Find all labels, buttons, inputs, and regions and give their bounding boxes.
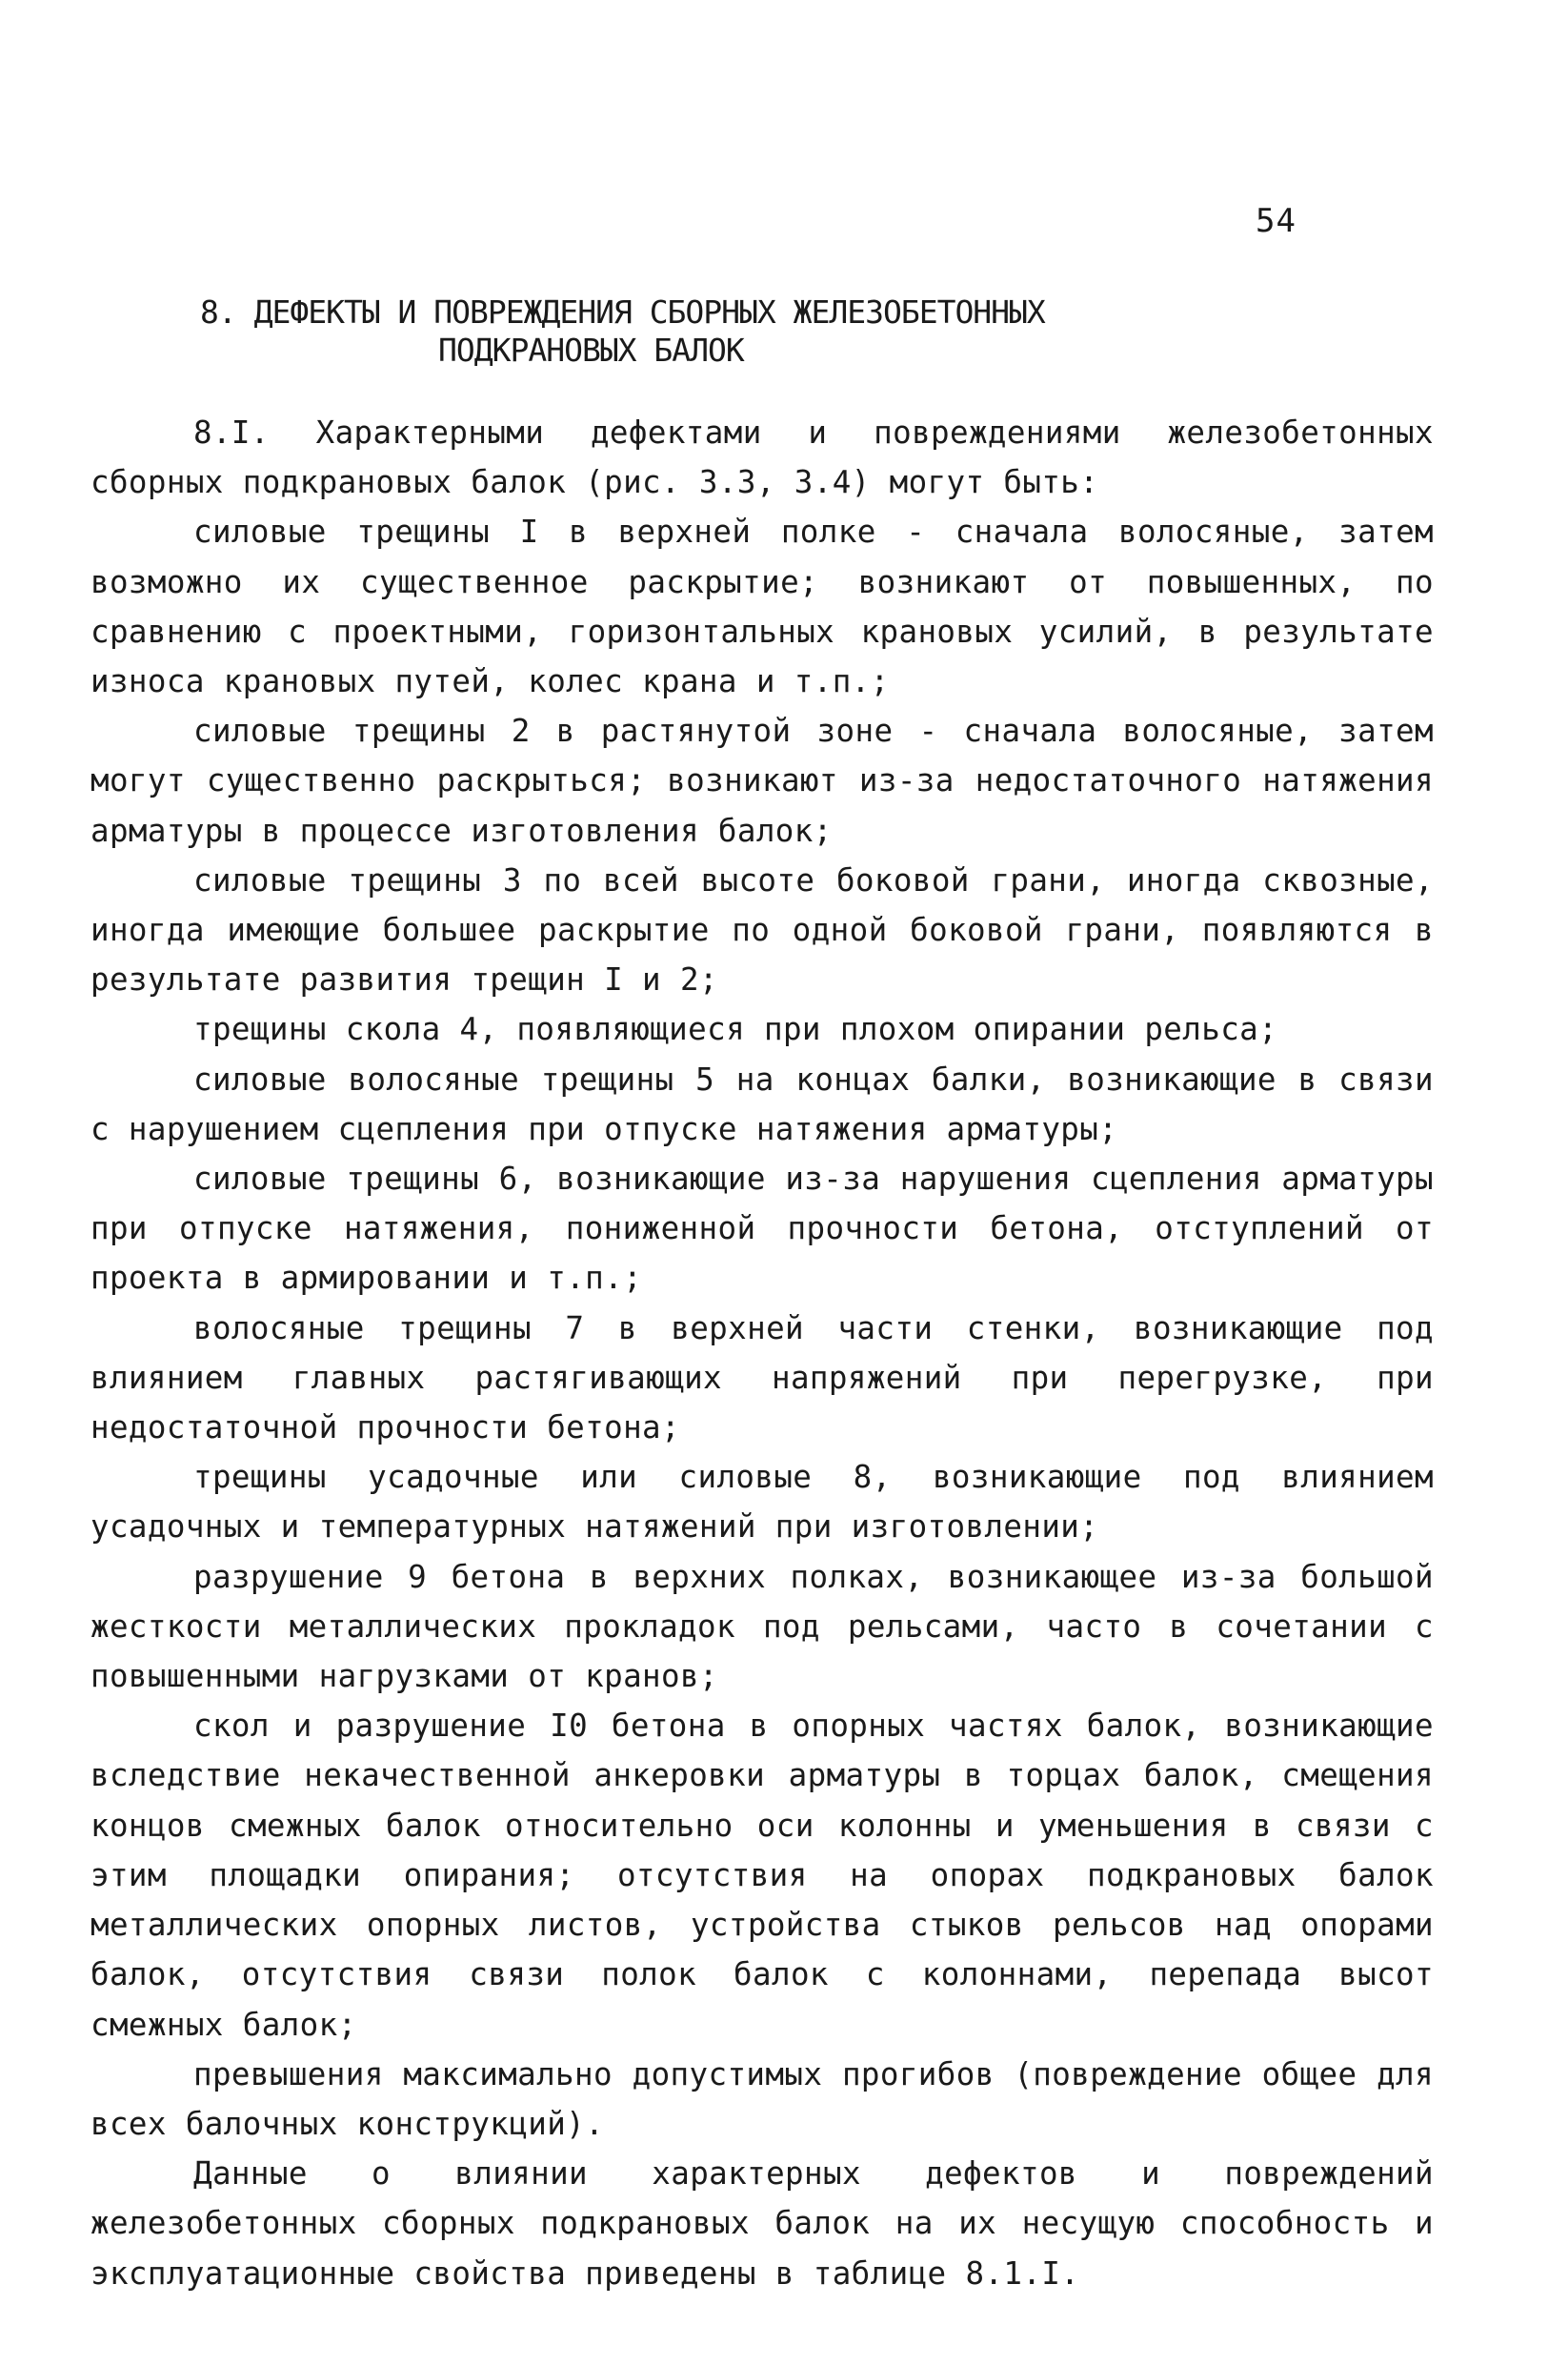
paragraph-defect-5: силовые волосяные трещины 5 на концах балки, возникающие в связи с нарушением сцепления при отпуске натяжения арматуры; [90,1061,1434,1147]
paragraph-intro: 8.I. Характерными дефектами и повреждениями железобетонных сборных подкрановых балок (рис. 3.3, 3.4) могут быть: [90,414,1434,501]
paragraph-defect-6: силовые трещины 6, возникающие из-за нарушения сцепления арматуры при отпуске натяжения, пониженной прочности бетона, отступлений от проекта в армировании и т.п.; [90,1161,1434,1297]
section-heading-line-2: ПОДКРАНОВЫХ БАЛОК [438,332,744,369]
page-number: 54 [1256,202,1297,240]
section-heading [200,293,1045,370]
body-text [90,408,1434,2298]
paragraph-table-reference: Данные о влиянии характерных дефектов и повреждений железобетонных сборных подкрановых балок на их несущую способность и эксплуатационные свойства приведены в таблице 8.1.I. [90,2155,1434,2292]
paragraph-defect-9: разрушение 9 бетона в верхних полках, возникающее из-за большой жесткости металлических прокладок под рельсами, часто в сочетании с повышенными нагрузками от кранов; [90,1558,1434,1695]
paragraph-defect-8: трещины усадочные или силовые 8, возникающие под влиянием усадочных и температурных натяжений при изготовлении; [90,1459,1434,1546]
paragraph-defect-10: скол и разрушение I0 бетона в опорных частях балок, возникающие вследствие некачественной анкеровки арматуры в торцах балок, смещения концов смежных балок относительно оси колонны и уменьшения в связи с этим площадки опирания; отсутствия на опорах подкрановых балок металлических опорных листов, устройства стыков рельсов над опорами балок, отсутствия связи полок балок с колоннами, перепада высот смежных балок; [90,1708,1434,2043]
paragraph-defect-4: трещины скола 4, появляющиеся при плохом опирании рельса; [193,1011,1278,1048]
paragraph-defect-7: волосяные трещины 7 в верхней части стенки, возникающие под влиянием главных растягивающих напряжений при перегрузке, при недостаточной прочности бетона; [90,1309,1434,1446]
paragraph-defect-1: силовые трещины I в верхней полке - сначала волосяные, затем возможно их существенное раскрытие; возникают от повышенных, по сравнению с проектными, горизонтальных крановых усилий, в результате износа крановых путей, колес крана и т.п.; [90,514,1434,700]
paragraph-deflection: превышения максимально допустимых прогибов (повреждение общее для всех балочных конструкций). [90,2055,1434,2142]
section-heading-line-1: 8. ДЕФЕКТЫ И ПОВРЕЖДЕНИЯ СБОРНЫХ ЖЕЛЕЗОБЕТОННЫХ [200,293,1045,331]
paragraph-defect-2: силовые трещины 2 в растянутой зоне - сначала волосяные, затем могут существенно раскрыться; возникают из-за недостаточного натяжения арматуры в процессе изготовления балок; [90,713,1434,849]
paragraph-defect-3: силовые трещины 3 по всей высоте боковой грани, иногда сквозные, иногда имеющие большее раскрытие по одной боковой грани, появляются в результате развития трещин I и 2; [90,861,1434,999]
